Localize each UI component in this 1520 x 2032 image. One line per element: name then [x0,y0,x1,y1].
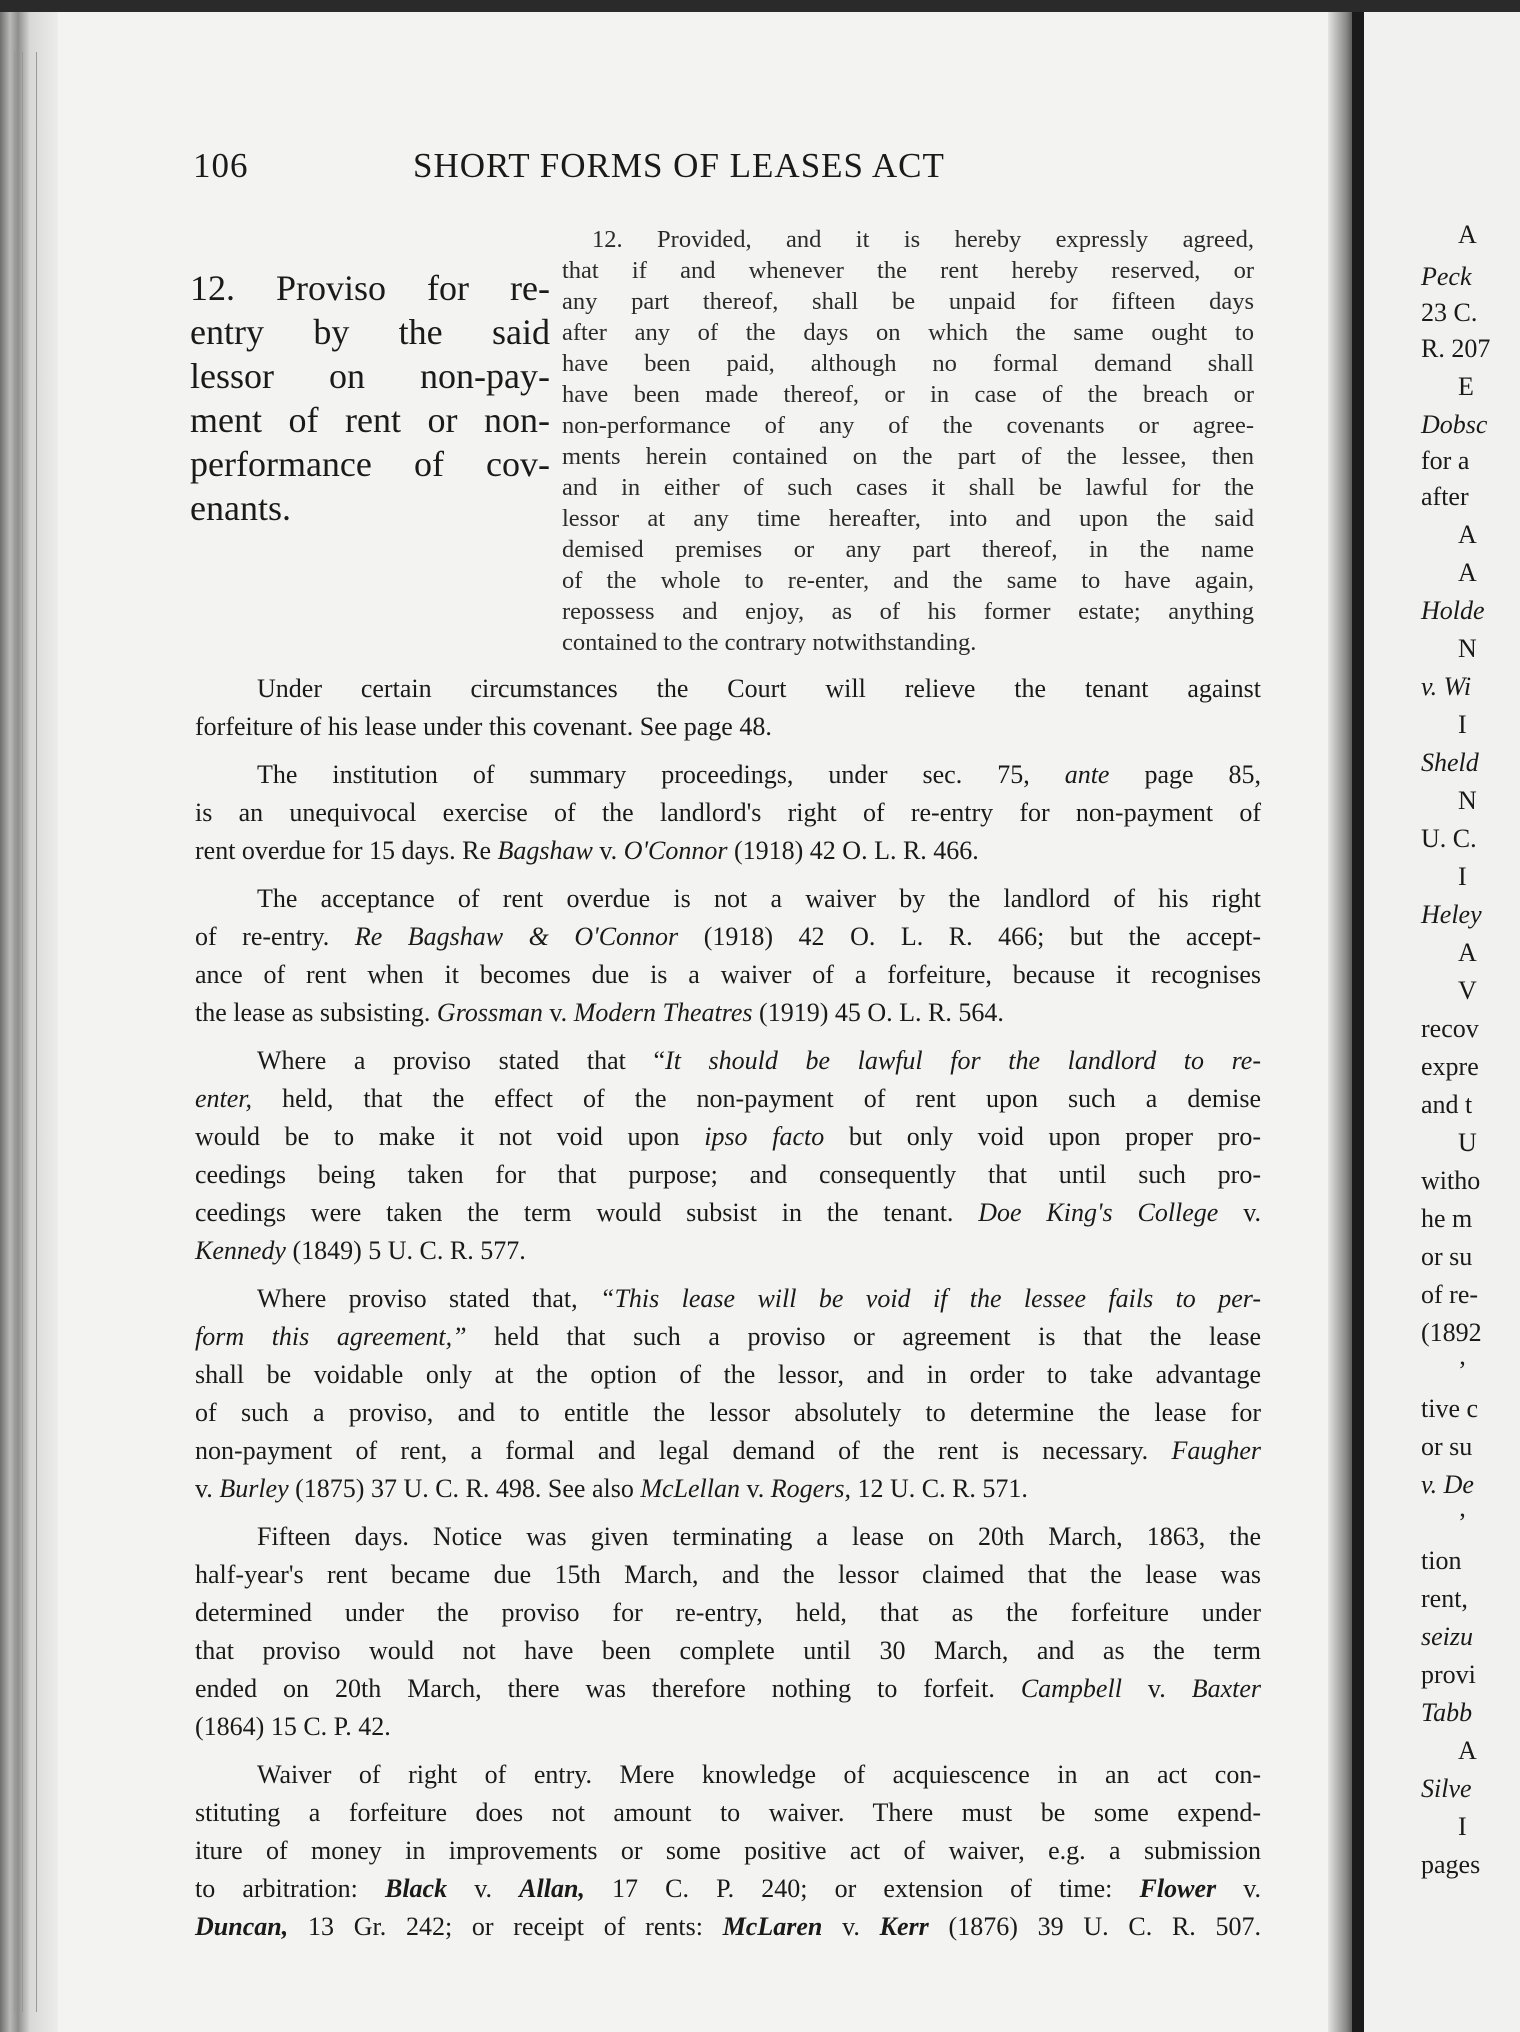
clause-line: that if and whenever the rent hereby reserved, or [562,257,1254,284]
text-line: form this agreement,” held that such a proviso or agreement is that the lease [195,1322,1261,1351]
facing-page-line: Heley [1421,900,1482,929]
facing-page-line: N [1458,786,1477,815]
text-line: Where proviso stated that, “This lease will be void if the lessee fails to per- [257,1284,1261,1313]
text-line: determined under the proviso for re-entry, held, that as the forfeiture under [195,1598,1261,1627]
facing-page-line: he m [1421,1204,1473,1233]
paragraph-relief [195,670,1261,746]
facing-page-line: and t [1421,1090,1473,1119]
text-line: half-year's rent became due 15th March, and the lessor claimed that the lease was [195,1560,1261,1589]
facing-page-line: V [1458,976,1477,1005]
facing-page-line: tive c [1421,1394,1479,1423]
text-line: Kennedy (1849) 5 U. C. R. 577. [195,1236,526,1265]
heading-line: entry by the said [190,312,550,352]
text-line: enter, held, that the effect of the non-payment of rent upon such a demise [195,1084,1261,1113]
facing-page-line: Tabb [1421,1698,1473,1727]
facing-page-line: after [1421,482,1469,511]
facing-page-line: A [1458,558,1477,587]
facing-page-line: of re- [1421,1280,1479,1309]
heading-line: performance of cov- [190,444,550,484]
facing-page-line: or su [1421,1242,1473,1271]
text-line: ceedings were taken the term would subsist in the tenant. Doe King's College v. [195,1198,1261,1227]
facing-page-line: Sheld [1421,748,1479,777]
heading-line: ment of rent or non- [190,400,550,440]
clause-line: repossess and enjoy, as of his former estate; anything [562,598,1254,625]
text-line: Fifteen days. Notice was given terminating a lease on 20th March, 1863, the [257,1522,1261,1551]
clause-line: any part thereof, shall be unpaid for fifteen days [562,288,1254,315]
text-line: non-payment of rent, a formal and legal demand of the rent is necessary. Faugher [195,1436,1261,1465]
facing-page-line: provi [1421,1660,1476,1689]
clause-line: non-performance of any of the covenants or agree- [562,412,1254,439]
facing-page-line: ’ [1458,1508,1467,1537]
text-line: of such a proviso, and to entitle the lessor absolutely to determine the lease for [195,1398,1261,1427]
facing-page-line: A [1458,520,1477,549]
clause-line: after any of the days on which the same ought to [562,319,1254,346]
heading-line: lessor on non-pay- [190,356,550,396]
facing-page-line: U. C. [1421,824,1477,853]
text-line: of re-entry. Re Bagshaw & O'Connor (1918) 42 O. L. R. 466; but the accept- [195,922,1262,951]
page-number: 106 [193,146,249,185]
facing-page-line: rent, [1421,1584,1468,1613]
statute-clause [562,224,1254,658]
facing-page-line: R. 207 [1421,334,1491,363]
page-binding-edge [0,12,58,2032]
facing-page [1364,12,1520,2032]
facing-page-line: v. De [1421,1470,1474,1499]
paragraph-summary-proceedings [195,756,1261,870]
heading-line: 12. Proviso for re- [190,268,550,308]
facing-page-line: v. Wi [1421,672,1472,701]
clause-line: and in either of such cases it shall be lawful for the [562,474,1254,501]
facing-page-line: A [1458,220,1477,249]
paragraph-waiver [195,1756,1261,1946]
facing-page-line: I [1458,710,1467,739]
facing-page-line: E [1458,372,1474,401]
text-line: ceedings being taken for that purpose; and consequently that until such pro- [195,1160,1261,1189]
facing-page-line: tion [1421,1546,1462,1575]
page-header [193,146,1263,194]
facing-page-line: seizu [1421,1622,1473,1651]
facing-page-line: witho [1421,1166,1481,1195]
text-line: The acceptance of rent overdue is not a waiver by the landlord of his right [257,884,1261,913]
facing-page-line: for a [1421,446,1470,475]
text-line: iture of money in improvements or some positive act of waiver, e.g. a submission [195,1836,1261,1865]
facing-page-line: pages [1421,1850,1481,1879]
text-line: forfeiture of his lease under this covenant. See page 48. [195,712,772,741]
clause-line: have been made thereof, or in case of the breach or [562,381,1254,408]
facing-page-line: recov [1421,1014,1479,1043]
paragraph-void-lease [195,1280,1261,1508]
facing-page-line: A [1458,1736,1477,1765]
text-line: to arbitration: Black v. Allan, 17 C. P. 240; or extension of time: Flower v. [195,1874,1262,1903]
text-line: v. Burley (1875) 37 U. C. R. 498. See also McLellan v. Rogers, 12 U. C. R. 571. [195,1474,1028,1503]
commentary [195,670,1261,1956]
clause-line: 12. Provided, and it is hereby expressly agreed, [592,226,1254,253]
text-line: Under certain circumstances the Court will relieve the tenant against [257,674,1261,703]
paragraph-lawful-reentry [195,1042,1261,1270]
facing-page-line: I [1458,862,1467,891]
facing-page-line: expre [1421,1052,1479,1081]
text-line: ended on 20th March, there was therefore nothing to forfeit. Campbell v. Baxter [195,1674,1262,1703]
text-line: (1864) 15 C. P. 42. [195,1712,391,1741]
text-line: shall be voidable only at the option of the lessor, and in order to take advantage [195,1360,1261,1389]
text-line: The institution of summary proceedings, under sec. 75, ante page 85, [257,760,1261,789]
clause-line: of the whole to re-enter, and the same to have again, [562,567,1254,594]
clause-line: lessor at any time hereafter, into and upon the said [562,505,1254,532]
clause-line: contained to the contrary notwithstanding. [562,629,977,656]
paragraph-acceptance [195,880,1261,1032]
facing-page-line: Peck [1421,262,1472,291]
facing-page-line: or su [1421,1432,1473,1461]
clause-line: have been paid, although no formal demand shall [562,350,1254,377]
facing-page-line: Silve [1421,1774,1472,1803]
clause-line: demised premises or any part thereof, in the name [562,536,1254,563]
text-line: the lease as subsisting. Grossman v. Modern Theatres (1919) 45 O. L. R. 564. [195,998,1004,1027]
text-line: is an unequivocal exercise of the landlord's right of re-entry for non-payment of [195,798,1261,827]
facing-page-line: U [1458,1128,1477,1157]
text-line: Duncan, 13 Gr. 242; or receipt of rents: McLaren v. Kerr (1876) 39 U. C. R. 507. [195,1912,1262,1941]
text-line: Waiver of right of entry. Mere knowledge of acquiescence in an act con- [257,1760,1261,1789]
facing-page-line: I [1458,1812,1467,1841]
facing-page-line: N [1458,634,1477,663]
marginal-heading [190,266,550,530]
clause-line: ments herein contained on the part of the lessee, then [562,443,1254,470]
text-line: ance of rent when it becomes due is a waiver of a forfeiture, because it recognises [195,960,1261,989]
text-line: Where a proviso stated that “It should be lawful for the landlord to re- [257,1046,1261,1075]
running-title: SHORT FORMS OF LEASES ACT [413,146,945,185]
text-line: that proviso would not have been complete until 30 March, and as the term [195,1636,1261,1665]
facing-page-line: (1892 [1421,1318,1482,1347]
text-line: stituting a forfeiture does not amount to waiver. There must be some expend- [195,1798,1261,1827]
facing-page-line: A [1458,938,1477,967]
facing-page-line: Holde [1421,596,1485,625]
facing-page-line: ’ [1458,1356,1467,1385]
heading-line: enants. [190,488,291,528]
text-line: would be to make it not void upon ipso facto but only void upon proper pro- [195,1122,1261,1151]
text-line: rent overdue for 15 days. Re Bagshaw v. O'Connor (1918) 42 O. L. R. 466. [195,836,979,865]
facing-page-line: Dobsc [1421,410,1488,439]
facing-page-line: 23 C. [1421,298,1478,327]
paragraph-fifteen-days [195,1518,1261,1746]
